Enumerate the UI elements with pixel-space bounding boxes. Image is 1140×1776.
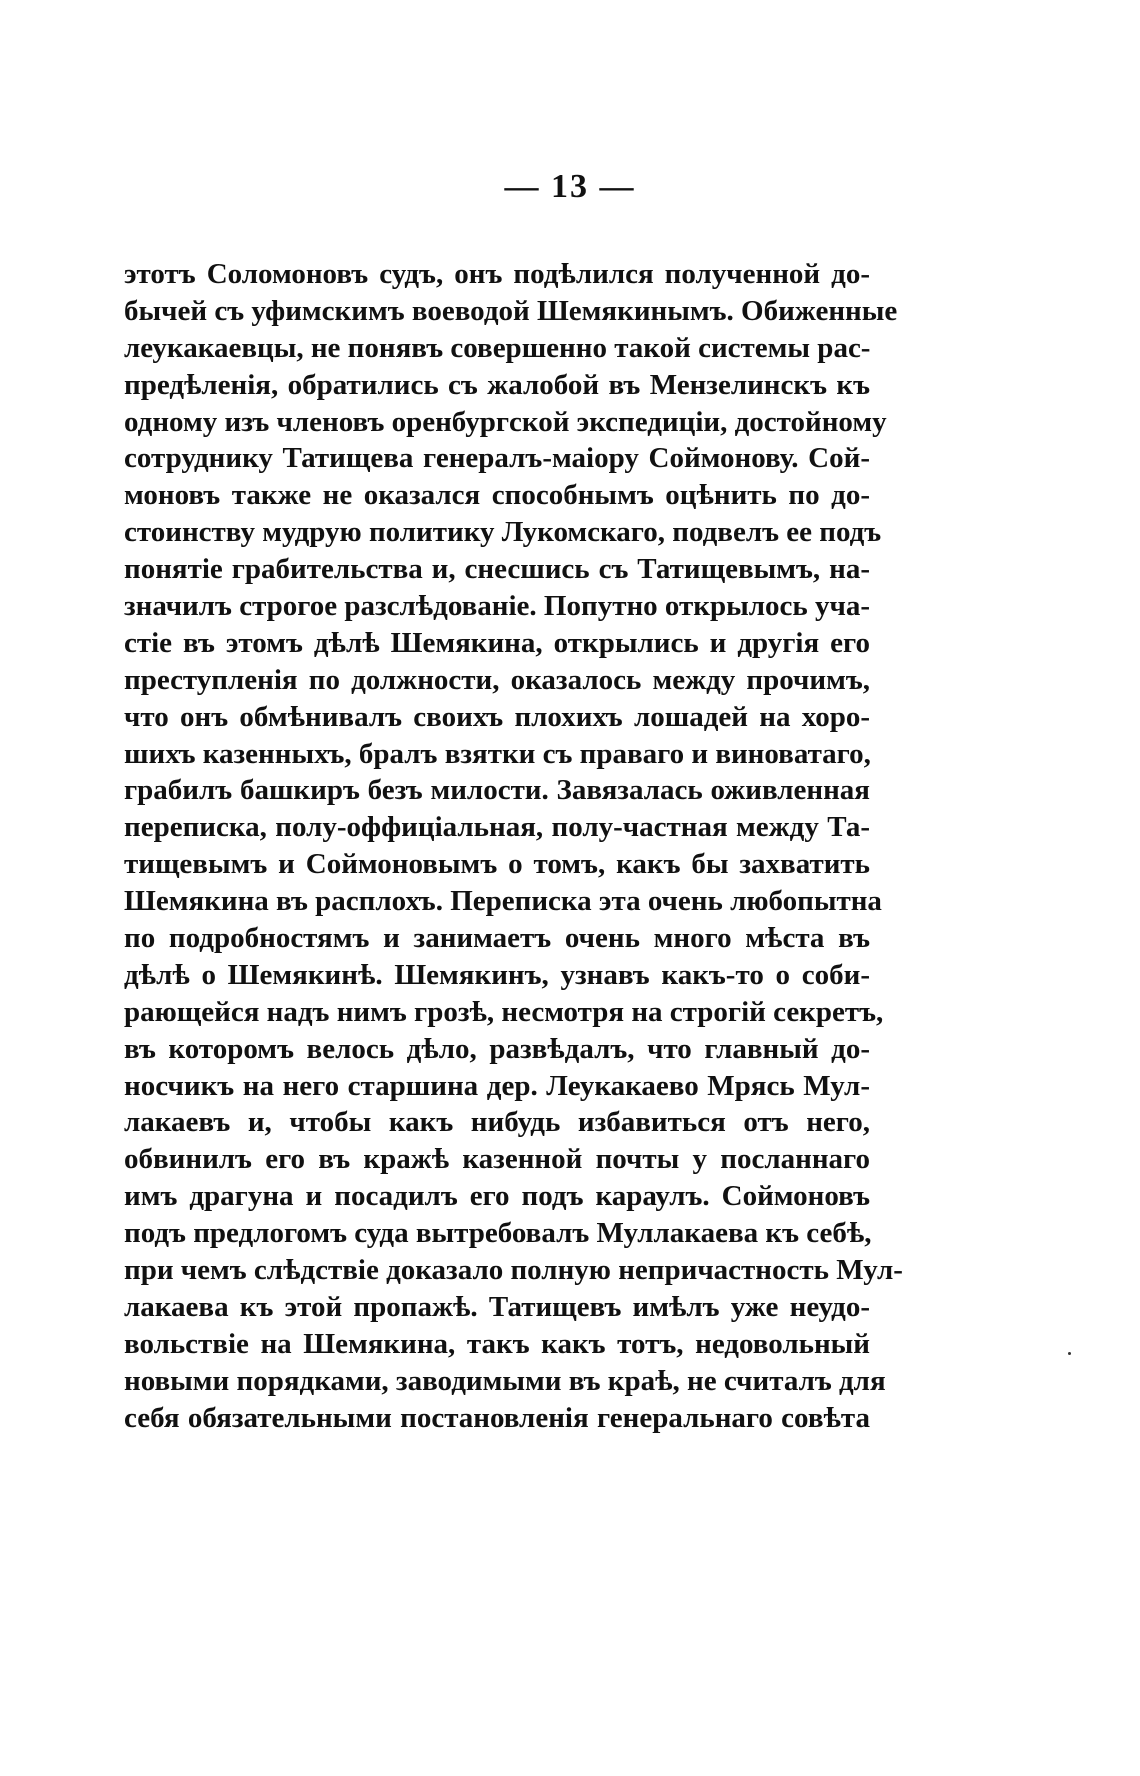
text-line: преступленія по должности, оказалось между прочимъ, bbox=[124, 663, 870, 696]
text-line: дѣлѣ о Шемякинѣ. Шемякинъ, узнавъ какъ-то о соби- bbox=[124, 958, 870, 991]
text-line: стоинству мудрую политику Лукомскаго, подвелъ ее подъ bbox=[124, 516, 882, 549]
text-line: одному изъ членовъ оренбургской экспедиціи, достойному bbox=[124, 405, 887, 438]
text-line: что онъ обмѣнивалъ своихъ плохихъ лошадей на хоро- bbox=[124, 700, 870, 733]
text-line: обвинилъ его въ кражѣ казенной почты у посланнаго bbox=[124, 1143, 870, 1176]
text-line: лакаевъ и, чтобы какъ нибудь избавиться отъ него, bbox=[124, 1106, 870, 1139]
text-line: стіе въ этомъ дѣлѣ Шемякина, открылись и другія его bbox=[124, 626, 870, 659]
body-text bbox=[124, 256, 903, 1437]
page-number: — 13 — bbox=[504, 168, 636, 205]
scan-speck bbox=[1068, 1352, 1071, 1355]
text-line: значилъ строгое разслѣдованіе. Попутно открылось уча- bbox=[124, 590, 870, 623]
text-line: вольствіе на Шемякина, такъ какъ тотъ, недовольный bbox=[124, 1327, 870, 1360]
text-line: переписка, полу-оффиціальная, полу-частная между Та- bbox=[124, 811, 870, 844]
text-line: сотруднику Татищева генералъ-маіору Соймонову. Сой- bbox=[124, 442, 870, 475]
text-line: въ которомъ велось дѣло, развѣдалъ, что главный до- bbox=[124, 1032, 870, 1065]
text-line: носчикъ на него старшина дер. Леукакаево Мрясь Мул- bbox=[124, 1069, 870, 1102]
text-line: предѣленія, обратились съ жалобой въ Мензелинскъ къ bbox=[124, 368, 870, 401]
text-line: Шемякина въ расплохъ. Переписка эта очень любопытна bbox=[124, 885, 882, 918]
text-line: этотъ Соломоновъ судъ, онъ подѣлился полученной до- bbox=[124, 258, 870, 290]
text-line: имъ драгуна и посадилъ его подъ караулъ. Соймоновъ bbox=[124, 1180, 870, 1213]
text-line: понятіе грабительства и, снесшись съ Татищевымъ, на- bbox=[124, 553, 870, 586]
text-line: по подробностямъ и занимаетъ очень много мѣста въ bbox=[124, 922, 870, 955]
text-line: бычей съ уфимскимъ воеводой Шемякинымъ. Обиженные bbox=[124, 294, 898, 327]
text-line: тищевымъ и Соймоновымъ о томъ, какъ бы захватить bbox=[124, 848, 870, 881]
text-line: при чемъ слѣдствіе доказало полную непричастность Мул- bbox=[124, 1254, 903, 1287]
text-line: грабилъ башкиръ безъ милости. Завязалась оживленная bbox=[124, 774, 870, 807]
text-line: шихъ казенныхъ, бралъ взятки съ праваго и виноватаго, bbox=[124, 737, 871, 770]
text-line: леукакаевцы, не понявъ совершенно такой системы рас- bbox=[124, 331, 871, 364]
text-line: моновъ также не оказался способнымъ оцѣнить по до- bbox=[124, 479, 870, 512]
text-line: новыми порядками, заводимыми въ краѣ, не считалъ для bbox=[124, 1364, 886, 1397]
text-line: подъ предлогомъ суда вытребовалъ Муллакаева къ себѣ, bbox=[124, 1217, 872, 1250]
text-line: себя обязательными постановленія генеральнаго совѣта bbox=[124, 1401, 870, 1434]
text-line: рающейся надъ нимъ грозѣ, несмотря на строгій секретъ, bbox=[124, 995, 884, 1028]
text-line: лакаева къ этой пропажѣ. Татищевъ имѣлъ уже неудо- bbox=[124, 1290, 870, 1323]
